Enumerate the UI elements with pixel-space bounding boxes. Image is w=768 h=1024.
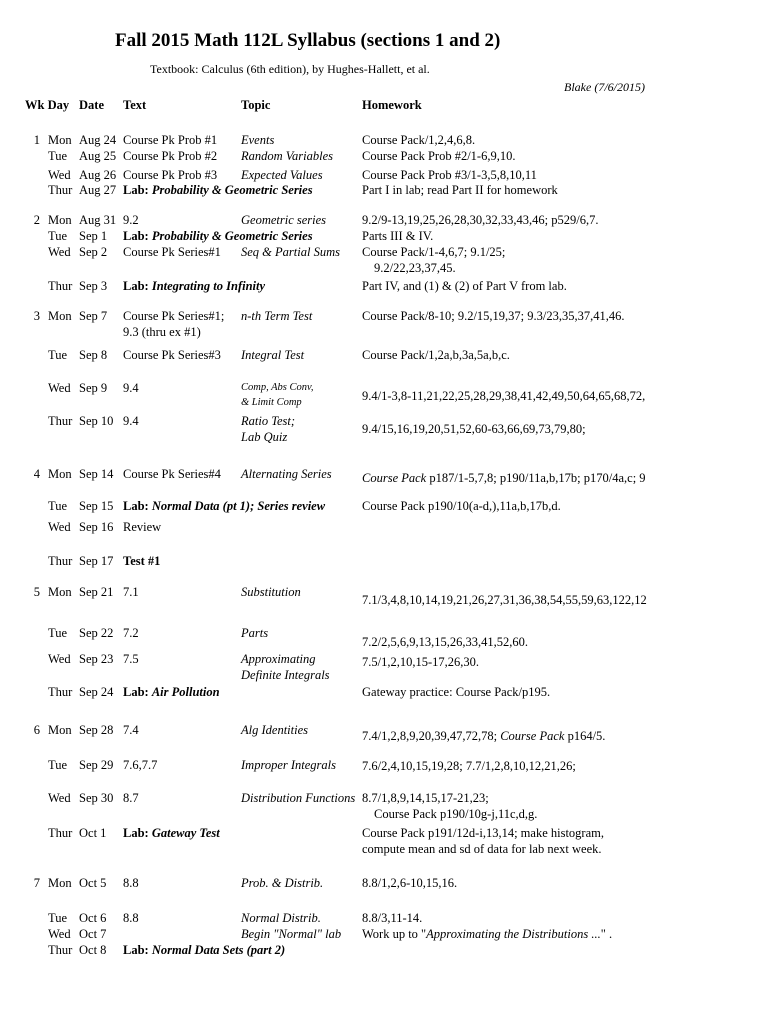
lab-label: Lab: (123, 229, 149, 243)
date-cell: Sep 24 (79, 685, 114, 699)
homework-text: Part IV, and (1) & (2) of Part V from lab. (362, 279, 567, 293)
date-cell: Oct 5 (79, 876, 107, 890)
text-cell: 8.8 (123, 876, 139, 890)
date-cell: Oct 8 (79, 943, 107, 957)
homework-text: Course Pack Prob #2/1-6,9,10. (362, 149, 516, 163)
topic-cell-line2: Lab Quiz (241, 430, 288, 444)
text-cell: Course Pk Prob #2 (123, 149, 218, 163)
week-number: 2 (33, 213, 40, 227)
day-cell: Mon (48, 723, 72, 737)
lab-title: Gateway Test (151, 826, 220, 840)
text-cell: 9.2 (123, 213, 139, 227)
lab-cell (123, 942, 285, 958)
day-cell: Tue (48, 758, 67, 772)
day-cell: Thur (48, 943, 73, 957)
week-number: 1 (33, 133, 40, 147)
day-cell: Mon (48, 585, 72, 599)
homework-cell (362, 421, 648, 437)
text-cell: Course Pk Series#1; (123, 309, 225, 323)
lab-title: Normal Data Sets (part 2) (151, 943, 286, 957)
homework-text: Course Pack/1,2a,b,3a,5a,b,c. (362, 348, 510, 362)
topic-cell: Integral Test (241, 348, 305, 362)
lab-label: Lab: (123, 685, 149, 699)
homework-cell (362, 875, 648, 891)
lab-cell (123, 498, 325, 514)
homework-text: 8.8/1,2,6-10,15,16. (362, 876, 458, 890)
day-cell: Wed (48, 791, 71, 805)
homework-text: Course Pack Prob #3/1-3,5,8,10,11 (362, 168, 537, 182)
topic-cell-line2: & Limit Comp (241, 397, 302, 408)
day-cell: Wed (48, 927, 71, 941)
day-cell: Thur (48, 554, 73, 568)
date-cell: Sep 8 (79, 348, 108, 362)
date-cell: Sep 21 (79, 585, 114, 599)
homework-text: 9.4/1-3,8-11,21,22,25,28,29,38,41,42,49,50,64,65,68,72, (362, 389, 646, 403)
homework-cell (362, 498, 648, 514)
homework-cell (362, 212, 648, 228)
column-header-homework: Homework (362, 98, 422, 112)
text-cell: 7.4 (123, 723, 139, 737)
homework-text: 7.2/2,5,6,9,13,15,26,33,41,52,60. (362, 635, 528, 649)
day-cell: Tue (48, 229, 67, 243)
topic-cell: Events (241, 133, 275, 147)
homework-text: 8.7/1,8,9,14,15,17-21,23; (362, 791, 489, 805)
date-cell: Sep 15 (79, 499, 114, 513)
text-cell: Course Pk Series#3 (123, 348, 221, 362)
topic-cell: n-th Term Test (241, 309, 313, 323)
day-cell: Mon (48, 309, 72, 323)
date-cell: Sep 30 (79, 791, 114, 805)
homework-cell (362, 182, 648, 198)
week-number: 5 (33, 585, 40, 599)
homework-cell-line2: compute mean and sd of data for lab next week. (362, 842, 602, 856)
day-cell: Mon (48, 467, 72, 481)
topic-cell: Approximating (241, 652, 316, 666)
text-cell: Course Pk Series#4 (123, 467, 221, 481)
homework-text: Part I in lab; read Part II for homework (362, 183, 558, 197)
homework-cell (362, 148, 648, 164)
week-number: 6 (33, 723, 40, 737)
lab-title: Normal Data (pt 1); Series review (151, 499, 326, 513)
text-cell: 9.4 (123, 414, 139, 428)
homework-cell (362, 654, 648, 670)
lab-cell (123, 684, 220, 700)
topic-cell: Ratio Test; (241, 414, 296, 428)
topic-cell: Normal Distrib. (241, 911, 321, 925)
lab-label: Lab: (123, 826, 149, 840)
column-header-text: Text (123, 98, 147, 112)
topic-cell: Comp, Abs Conv, (241, 382, 314, 393)
text-cell: 9.4 (123, 381, 139, 395)
date-cell: Aug 27 (79, 183, 117, 197)
homework-cell (362, 228, 648, 244)
lab-label: Lab: (123, 499, 149, 513)
date-cell: Sep 17 (79, 554, 114, 568)
lab-cell (123, 825, 220, 841)
topic-cell: Geometric series (241, 213, 327, 227)
lab-title: Air Pollution (151, 685, 220, 699)
topic-cell: Prob. & Distrib. (241, 876, 324, 890)
homework-cell (362, 926, 648, 942)
topic-cell: Parts (241, 626, 269, 640)
week-number: 3 (33, 309, 40, 323)
day-cell: Thur (48, 826, 73, 840)
homework-text: Course Pack/8-10; 9.2/15,19,37; 9.3/23,35,37,41,46. (362, 309, 625, 323)
day-cell: Tue (48, 348, 67, 362)
homework-text: Parts III & IV. (362, 229, 434, 243)
homework-cell (362, 132, 648, 148)
date-cell: Oct 6 (79, 911, 107, 925)
topic-cell: Distribution Functions (241, 791, 356, 805)
day-cell: Tue (48, 626, 67, 640)
lab-title: Probability & Geometric Series (151, 183, 313, 197)
date-cell: Aug 24 (79, 133, 117, 147)
homework-italic: Course Pack (500, 729, 565, 743)
week-number: 7 (33, 876, 40, 890)
date-cell: Sep 7 (79, 309, 108, 323)
text-cell: 8.8 (123, 911, 139, 925)
day-cell: Wed (48, 245, 71, 259)
homework-cell (362, 308, 648, 324)
day-cell: Thur (48, 414, 73, 428)
homework-text: Work up to " (362, 927, 427, 941)
topic-cell: Improper Integrals (241, 758, 337, 772)
date-cell: Sep 3 (79, 279, 108, 293)
homework-cell (362, 634, 648, 650)
homework-text: p187/1-5,7,8; p190/11a,b,17b; p170/4a,c; 9 (429, 471, 646, 485)
day-cell: Thur (48, 279, 73, 293)
homework-cell-line2: Course Pack p190/10g-j,11c,d,g. (374, 807, 538, 821)
date-cell: Aug 25 (79, 149, 117, 163)
text-cell: 7.2 (123, 626, 139, 640)
date-cell: Sep 29 (79, 758, 114, 772)
homework-cell (362, 592, 648, 608)
homework-text: 7.5/1,2,10,15-17,26,30. (362, 655, 480, 669)
topic-cell: Expected Values (241, 168, 323, 182)
day-cell: Thur (48, 685, 73, 699)
day-cell: Wed (48, 520, 71, 534)
text-cell: Course Pk Prob #1 (123, 133, 218, 147)
homework-text: 7.4/1,2,8,9,20,39,47,72,78; (362, 729, 498, 743)
lab-cell (123, 278, 265, 294)
day-cell: Thur (48, 183, 73, 197)
homework-text: Course Pack p191/12d-i,13,14; make histogram, (362, 826, 604, 840)
topic-cell: Random Variables (241, 149, 334, 163)
topic-cell: Alternating Series (241, 467, 332, 481)
date-cell: Sep 1 (79, 229, 108, 243)
date-cell: Aug 31 (79, 213, 117, 227)
homework-tail: p164/5. (567, 729, 606, 743)
syllabus-title: Fall 2015 Math 112L Syllabus (sections 1 and 2) (115, 30, 501, 51)
homework-cell (362, 825, 648, 841)
homework-italic: Approximating the Distributions ... (426, 927, 601, 941)
homework-text: 8.8/3,11-14. (362, 911, 423, 925)
day-cell: Wed (48, 652, 71, 666)
homework-cell (362, 790, 648, 806)
date-cell: Sep 28 (79, 723, 114, 737)
homework-text: Course Pack/1-4,6,7; 9.1/25; (362, 245, 506, 259)
homework-text: 9.4/15,16,19,20,51,52,60-63,66,69,73,79,80; (362, 422, 586, 436)
topic-cell: Alg Identities (241, 723, 308, 737)
homework-cell (362, 347, 648, 363)
date-cell: Aug 26 (79, 168, 117, 182)
day-cell: Mon (48, 876, 72, 890)
homework-text: Course Pack p190/10(a-d,),11a,b,17b,d. (362, 499, 561, 513)
day-cell: Mon (48, 133, 72, 147)
topic-cell: Begin "Normal" lab (241, 927, 342, 941)
date-cell: Oct 7 (79, 927, 107, 941)
date-cell: Sep 2 (79, 245, 108, 259)
homework-cell (362, 388, 648, 404)
homework-cell (362, 684, 648, 700)
topic-cell-line2: Definite Integrals (241, 668, 330, 682)
day-cell: Tue (48, 499, 67, 513)
lab-title: Integrating to Infinity (151, 279, 266, 293)
lab-label: Lab: (123, 279, 149, 293)
lab-cell (123, 182, 313, 198)
homework-italic: Course Pack (362, 471, 427, 485)
homework-cell-line2: 9.2/22,23,37,45. (374, 261, 456, 275)
textbook-line: Textbook: Calculus (6th edition), by Hughes-Hallett, et al. (150, 62, 430, 76)
homework-cell (362, 758, 648, 774)
lab-cell (123, 228, 313, 244)
text-cell: 7.6,7.7 (123, 758, 158, 772)
lab-label: Lab: (123, 943, 149, 957)
lab-title: Probability & Geometric Series (151, 229, 313, 243)
date-cell: Sep 22 (79, 626, 114, 640)
lab-label: Lab: (123, 183, 149, 197)
homework-text: 7.6/2,4,10,15,19,28; 7.7/1,2,8,10,12,21,26; (362, 759, 576, 773)
date-cell: Oct 1 (79, 826, 107, 840)
column-header-wk-day: Wk Day (25, 98, 70, 112)
homework-text: 9.2/9-13,19,25,26,28,30,32,33,43,46; p529/6,7. (362, 213, 599, 227)
homework-cell (362, 244, 648, 260)
homework-cell (362, 278, 648, 294)
date-cell: Sep 9 (79, 381, 108, 395)
date-cell: Sep 23 (79, 652, 114, 666)
author-date: Blake (7/6/2015) (564, 80, 645, 94)
text-cell: Course Pk Series#1 (123, 245, 221, 259)
text-cell-line2: 9.3 (thru ex #1) (123, 325, 201, 339)
day-cell: Mon (48, 213, 72, 227)
date-cell: Sep 10 (79, 414, 114, 428)
homework-text: Gateway practice: Course Pack/p195. (362, 685, 551, 699)
homework-text: Course Pack/1,2,4,6,8. (362, 133, 476, 147)
week-number: 4 (33, 467, 40, 481)
day-cell: Wed (48, 381, 71, 395)
topic-cell: Seq & Partial Sums (241, 245, 340, 259)
text-cell: Review (123, 520, 162, 534)
homework-cell (362, 167, 648, 183)
test-cell: Test #1 (123, 554, 161, 568)
text-cell: Course Pk Prob #3 (123, 168, 218, 182)
day-cell: Tue (48, 149, 67, 163)
topic-cell: Substitution (241, 585, 301, 599)
homework-cell (362, 470, 648, 486)
text-cell: 8.7 (123, 791, 139, 805)
text-cell: 7.1 (123, 585, 139, 599)
day-cell: Wed (48, 168, 71, 182)
homework-tail: " . (600, 927, 613, 941)
homework-text: 7.1/3,4,8,10,14,19,21,26,27,31,36,38,54,55,59,63,122,12 (362, 593, 647, 607)
date-cell: Sep 14 (79, 467, 114, 481)
day-cell: Tue (48, 911, 67, 925)
column-header-topic: Topic (241, 98, 271, 112)
text-cell: 7.5 (123, 652, 139, 666)
homework-cell (362, 728, 648, 744)
date-cell: Sep 16 (79, 520, 114, 534)
column-header-date: Date (79, 98, 104, 112)
homework-cell (362, 910, 648, 926)
